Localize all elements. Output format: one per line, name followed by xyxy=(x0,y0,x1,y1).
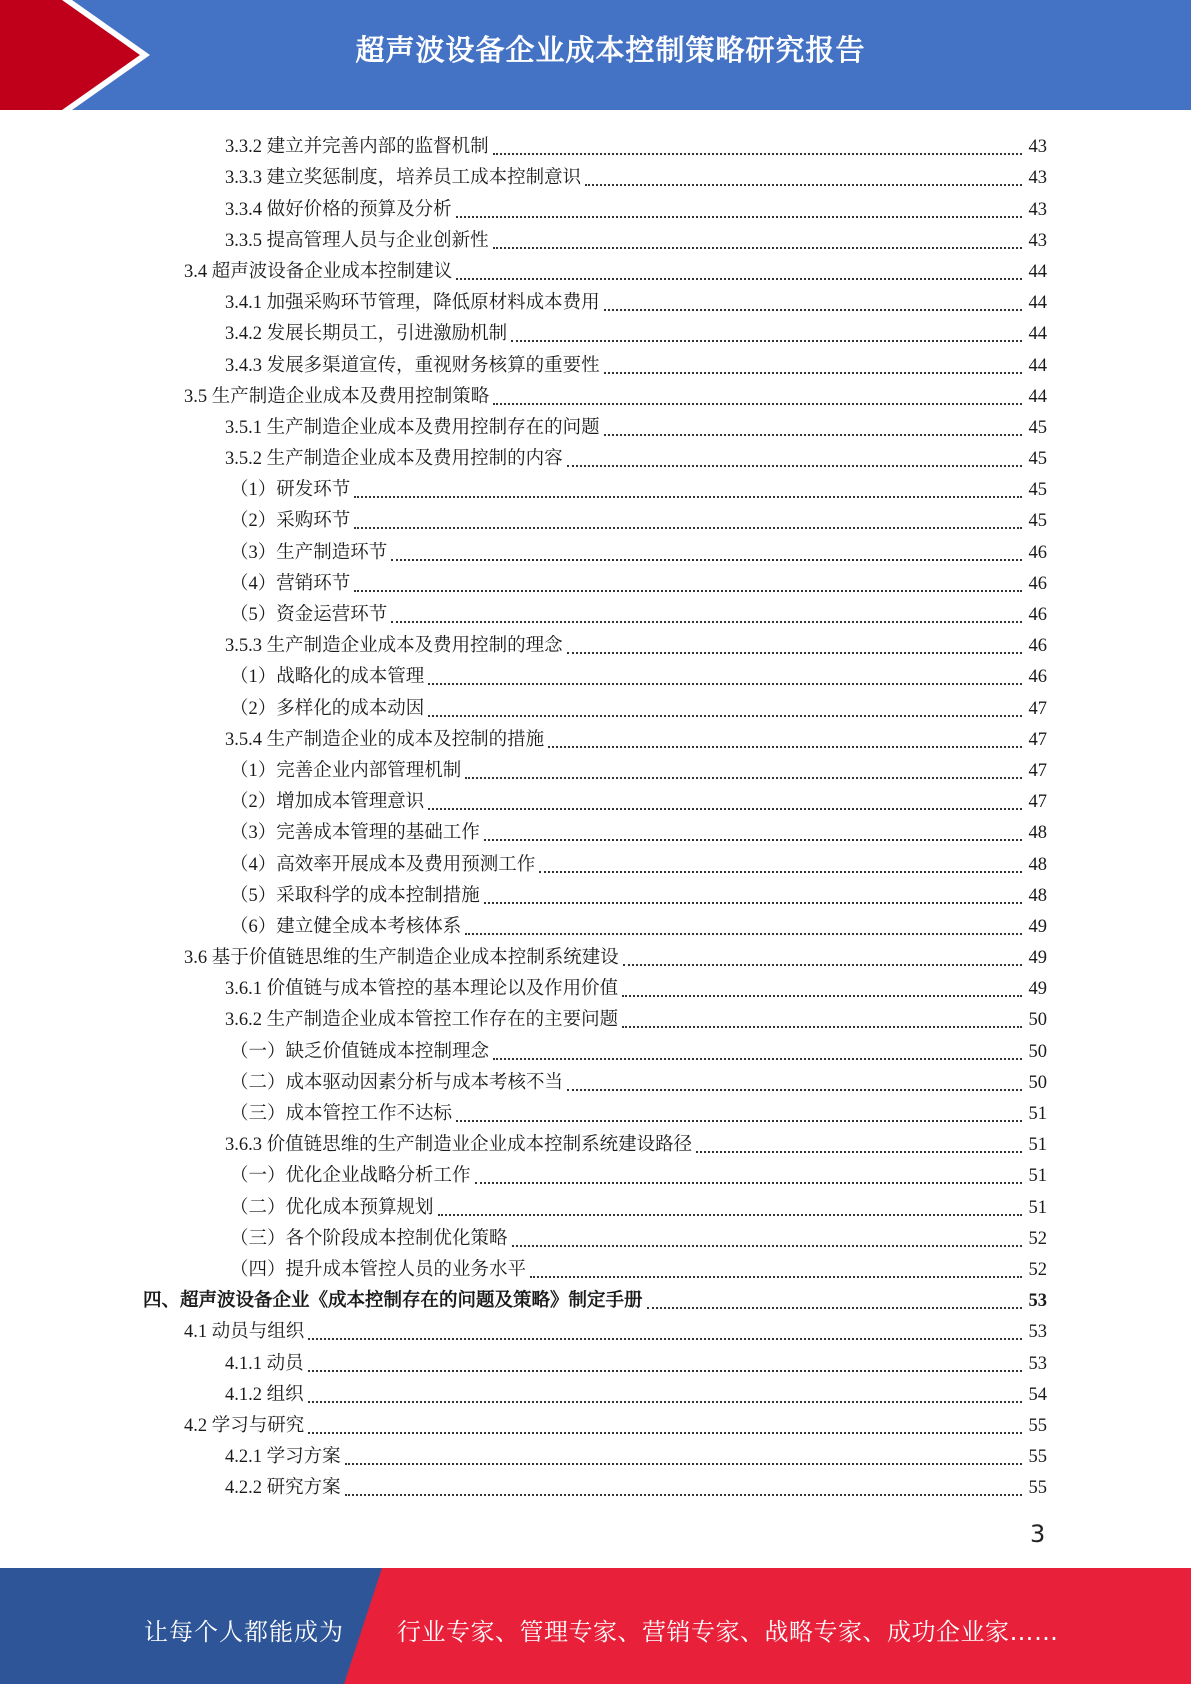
toc-entry-page: 51 xyxy=(1028,1104,1047,1124)
toc-entry[interactable] xyxy=(0,221,1191,252)
toc-dot-leader xyxy=(475,1182,1022,1184)
toc-dot-leader xyxy=(604,434,1022,436)
toc-entry-page: 51 xyxy=(1028,1197,1047,1218)
toc-entry[interactable] xyxy=(0,876,1191,907)
toc-entry-page: 46 xyxy=(1028,573,1047,594)
toc-entry-page: 50 xyxy=(1028,1010,1047,1031)
toc-dot-leader xyxy=(484,839,1022,841)
toc-entry-page: 44 xyxy=(1028,324,1047,345)
toc-entry[interactable] xyxy=(0,1219,1191,1250)
toc-entry-title: （2）增加成本管理意识 xyxy=(230,792,425,813)
toc-entry-title: 3.3.2 建立并完善内部的监督机制 xyxy=(225,137,489,158)
toc-entry[interactable] xyxy=(0,127,1191,158)
toc-dot-leader xyxy=(484,902,1022,904)
toc-entry-title: 3.3.5 提高管理人员与企业创新性 xyxy=(225,230,489,251)
toc-entry-page: 46 xyxy=(1028,667,1047,688)
toc-entry[interactable] xyxy=(0,252,1191,283)
toc-entry-page: 49 xyxy=(1028,979,1047,1000)
toc-entry-title: 3.6.3 价值链思维的生产制造业企业成本控制系统建设路径 xyxy=(225,1135,693,1156)
toc-entry-title: 3.5.3 生产制造企业成本及费用控制的理念 xyxy=(225,636,563,657)
toc-dot-leader xyxy=(493,1058,1022,1060)
page-number: 3 xyxy=(1030,1520,1046,1548)
toc-dot-leader xyxy=(622,1026,1022,1028)
toc-entry-title: （四）提升成本管控人员的业务水平 xyxy=(230,1259,527,1280)
toc-entry[interactable] xyxy=(0,345,1191,376)
toc-dot-leader xyxy=(567,1089,1022,1091)
toc-dot-leader xyxy=(456,278,1022,280)
toc-dot-leader xyxy=(456,1120,1022,1122)
toc-dot-leader xyxy=(345,1463,1022,1465)
toc-dot-leader xyxy=(493,247,1022,249)
toc-entry-title: 3.6.2 生产制造企业成本管控工作存在的主要问题 xyxy=(225,1010,619,1031)
toc-dot-leader xyxy=(354,527,1022,529)
toc-entry[interactable] xyxy=(0,657,1191,688)
toc-entry[interactable] xyxy=(0,1406,1191,1437)
toc-entry-page: 51 xyxy=(1028,1166,1047,1187)
toc-entry-page: 49 xyxy=(1028,948,1047,969)
toc-entry-page: 43 xyxy=(1028,230,1047,251)
toc-entry-page: 50 xyxy=(1028,1072,1047,1093)
toc-entry[interactable] xyxy=(0,1187,1191,1218)
toc-entry-page: 52 xyxy=(1028,1228,1047,1249)
toc-entry-page: 44 xyxy=(1028,355,1047,376)
toc-entry[interactable] xyxy=(0,501,1191,532)
toc-entry-title: （一）优化企业战略分析工作 xyxy=(230,1166,471,1187)
toc-dot-leader xyxy=(354,496,1022,498)
toc-entry-page: 52 xyxy=(1028,1259,1047,1280)
toc-dot-leader xyxy=(604,372,1022,374)
toc-entry-page: 54 xyxy=(1028,1384,1047,1405)
toc-entry[interactable] xyxy=(0,1281,1191,1312)
toc-dot-leader xyxy=(585,184,1022,186)
toc-entry[interactable] xyxy=(0,470,1191,501)
toc-entry-title: （2）采购环节 xyxy=(230,511,351,532)
toc-dot-leader xyxy=(465,777,1022,779)
toc-entry[interactable] xyxy=(0,1468,1191,1499)
toc-entry-page: 55 xyxy=(1028,1478,1047,1499)
toc-entry[interactable] xyxy=(0,1343,1191,1374)
toc-entry-title: 3.3.4 做好价格的预算及分析 xyxy=(225,199,452,220)
table-of-contents xyxy=(0,127,1191,1499)
toc-entry-title: （1）战略化的成本管理 xyxy=(230,667,425,688)
toc-entry[interactable] xyxy=(0,751,1191,782)
toc-entry[interactable] xyxy=(0,283,1191,314)
toc-entry-title: 3.5.4 生产制造企业的成本及控制的措施 xyxy=(225,729,545,750)
toc-dot-leader xyxy=(308,1370,1022,1372)
toc-entry-title: 4.1 动员与组织 xyxy=(184,1322,305,1343)
toc-dot-leader xyxy=(391,621,1022,623)
toc-entry-title: 4.1.1 动员 xyxy=(225,1353,304,1374)
toc-entry-page: 46 xyxy=(1028,605,1047,625)
toc-entry[interactable] xyxy=(0,189,1191,220)
toc-entry-title: （2）多样化的成本动因 xyxy=(230,698,425,719)
toc-entry-page: 55 xyxy=(1028,1415,1047,1436)
toc-entry-title: （二）成本驱动因素分析与成本考核不当 xyxy=(230,1072,564,1093)
toc-dot-leader xyxy=(548,746,1022,748)
toc-entry[interactable] xyxy=(0,907,1191,938)
toc-entry-page: 45 xyxy=(1028,511,1047,532)
toc-dot-leader xyxy=(530,1276,1022,1278)
toc-dot-leader xyxy=(539,871,1022,873)
toc-entry-title: （5）采取科学的成本控制措施 xyxy=(230,885,480,906)
toc-entry-title: （二）优化成本预算规划 xyxy=(230,1197,434,1218)
toc-dot-leader xyxy=(345,1494,1022,1496)
toc-dot-leader xyxy=(512,1245,1022,1247)
toc-entry-title: 3.6.1 价值链与成本管控的基本理论以及作用价值 xyxy=(225,979,619,1000)
toc-entry-page: 45 xyxy=(1028,449,1047,470)
toc-entry[interactable] xyxy=(0,1125,1191,1156)
toc-entry-page: 48 xyxy=(1028,823,1047,844)
toc-entry[interactable] xyxy=(0,532,1191,563)
toc-dot-leader xyxy=(308,1432,1022,1434)
toc-entry-title: 4.2.1 学习方案 xyxy=(225,1447,341,1468)
toc-entry-title: 3.4 超声波设备企业成本控制建议 xyxy=(184,261,453,282)
toc-entry[interactable] xyxy=(0,314,1191,345)
toc-entry-page: 53 xyxy=(1028,1322,1047,1343)
toc-entry-title: 3.5 生产制造企业成本及费用控制策略 xyxy=(184,386,490,407)
toc-entry-page: 46 xyxy=(1028,636,1047,657)
page-footer xyxy=(0,1568,1191,1684)
toc-dot-leader xyxy=(428,683,1022,685)
toc-entry-page: 50 xyxy=(1028,1041,1047,1062)
toc-entry-page: 47 xyxy=(1028,792,1047,813)
toc-entry[interactable] xyxy=(0,1312,1191,1343)
toc-dot-leader xyxy=(438,1214,1022,1216)
toc-entry-title: （4）营销环节 xyxy=(230,573,351,594)
toc-entry[interactable] xyxy=(0,1063,1191,1094)
toc-entry-title: 3.4.2 发展长期员工，引进激励机制 xyxy=(225,324,508,345)
toc-entry-page: 43 xyxy=(1028,137,1047,158)
toc-entry-page: 44 xyxy=(1028,261,1047,282)
toc-entry-page: 43 xyxy=(1028,168,1047,189)
toc-entry-page: 47 xyxy=(1028,729,1047,750)
toc-dot-leader xyxy=(511,340,1022,342)
toc-entry-title: （6）建立健全成本考核体系 xyxy=(230,916,462,937)
footer-slogan-left: 让每个人都能成为 xyxy=(144,1618,344,1646)
toc-entry-page: 44 xyxy=(1028,386,1047,407)
toc-entry-title: （3）完善成本管理的基础工作 xyxy=(230,823,480,844)
toc-entry-title: （三）各个阶段成本控制优化策略 xyxy=(230,1228,508,1249)
toc-dot-leader xyxy=(622,995,1022,997)
toc-entry-title: 四、超声波设备企业《成本控制存在的问题及策略》制定手册 xyxy=(143,1291,643,1312)
toc-entry[interactable] xyxy=(0,158,1191,189)
toc-dot-leader xyxy=(623,964,1022,966)
toc-entry-page: 43 xyxy=(1028,199,1047,220)
toc-entry[interactable] xyxy=(0,1094,1191,1125)
toc-entry[interactable] xyxy=(0,813,1191,844)
toc-entry-title: （1）完善企业内部管理机制 xyxy=(230,760,462,781)
toc-entry[interactable] xyxy=(0,688,1191,719)
header-title: 超声波设备企业成本控制策略研究报告 xyxy=(355,33,866,67)
toc-dot-leader xyxy=(308,1401,1022,1403)
toc-dot-leader xyxy=(428,808,1022,810)
toc-entry[interactable] xyxy=(0,1031,1191,1062)
page-header xyxy=(0,0,1191,110)
toc-entry-page: 45 xyxy=(1028,480,1047,501)
toc-entry-page: 51 xyxy=(1028,1135,1047,1156)
toc-dot-leader xyxy=(391,559,1022,561)
toc-entry[interactable] xyxy=(0,720,1191,751)
toc-entry-title: 4.1.2 组织 xyxy=(225,1384,304,1405)
toc-entry[interactable] xyxy=(0,564,1191,595)
toc-entry-title: 3.5.1 生产制造企业成本及费用控制存在的问题 xyxy=(225,417,600,438)
toc-entry[interactable] xyxy=(0,408,1191,439)
toc-dot-leader xyxy=(354,590,1022,592)
toc-entry-page: 48 xyxy=(1028,854,1047,875)
toc-entry[interactable] xyxy=(0,1000,1191,1031)
toc-entry-page: 44 xyxy=(1028,293,1047,314)
toc-dot-leader xyxy=(465,933,1022,935)
toc-dot-leader xyxy=(604,309,1022,311)
toc-entry-title: 4.2.2 研究方案 xyxy=(225,1478,341,1499)
toc-entry[interactable] xyxy=(0,626,1191,657)
toc-dot-leader xyxy=(308,1338,1022,1340)
footer-slogan-right: 行业专家、管理专家、营销专家、战略专家、成功企业家…… xyxy=(397,1618,1059,1646)
toc-entry-title: （3）生产制造环节 xyxy=(230,542,388,563)
toc-entry[interactable] xyxy=(0,595,1191,626)
toc-entry[interactable] xyxy=(0,782,1191,813)
toc-dot-leader xyxy=(567,465,1022,467)
toc-entry-title: （4）高效率开展成本及费用预测工作 xyxy=(230,854,536,875)
toc-dot-leader xyxy=(696,1151,1022,1153)
toc-entry[interactable] xyxy=(0,377,1191,408)
toc-entry-page: 49 xyxy=(1028,916,1047,937)
toc-entry-title: 4.2 学习与研究 xyxy=(184,1415,305,1436)
toc-entry-page: 47 xyxy=(1028,760,1047,781)
toc-entry[interactable] xyxy=(0,1156,1191,1187)
toc-entry-title: 3.4.3 发展多渠道宣传，重视财务核算的重要性 xyxy=(225,355,600,376)
toc-entry[interactable] xyxy=(0,844,1191,875)
toc-entry[interactable] xyxy=(0,1437,1191,1468)
toc-entry-page: 55 xyxy=(1028,1447,1047,1468)
toc-entry-title: （一）缺乏价值链成本控制理念 xyxy=(230,1041,490,1062)
toc-entry-page: 48 xyxy=(1028,885,1047,906)
toc-dot-leader xyxy=(567,652,1022,654)
toc-entry-page: 53 xyxy=(1028,1291,1047,1312)
toc-dot-leader xyxy=(493,153,1022,155)
toc-dot-leader xyxy=(456,216,1022,218)
toc-entry[interactable] xyxy=(0,938,1191,969)
toc-dot-leader xyxy=(428,715,1022,717)
toc-dot-leader xyxy=(647,1307,1022,1309)
toc-entry-title: 3.6 基于价值链思维的生产制造企业成本控制系统建设 xyxy=(184,948,619,969)
toc-entry[interactable] xyxy=(0,1375,1191,1406)
toc-entry-title: 3.5.2 生产制造企业成本及费用控制的内容 xyxy=(225,449,563,470)
toc-entry-page: 46 xyxy=(1028,542,1047,563)
toc-entry-title: （三）成本管控工作不达标 xyxy=(230,1104,453,1124)
toc-entry[interactable] xyxy=(0,969,1191,1000)
toc-entry-page: 53 xyxy=(1028,1353,1047,1374)
toc-entry-title: 3.4.1 加强采购环节管理，降低原材料成本费用 xyxy=(225,293,600,314)
toc-entry-page: 45 xyxy=(1028,417,1047,438)
toc-entry-title: 3.3.3 建立奖惩制度，培养员工成本控制意识 xyxy=(225,168,582,189)
toc-dot-leader xyxy=(493,403,1022,405)
toc-entry[interactable] xyxy=(0,439,1191,470)
toc-entry-title: （1）研发环节 xyxy=(230,480,351,501)
toc-entry-title: （5）资金运营环节 xyxy=(230,605,388,625)
toc-entry-page: 47 xyxy=(1028,698,1047,719)
toc-entry[interactable] xyxy=(0,1250,1191,1281)
